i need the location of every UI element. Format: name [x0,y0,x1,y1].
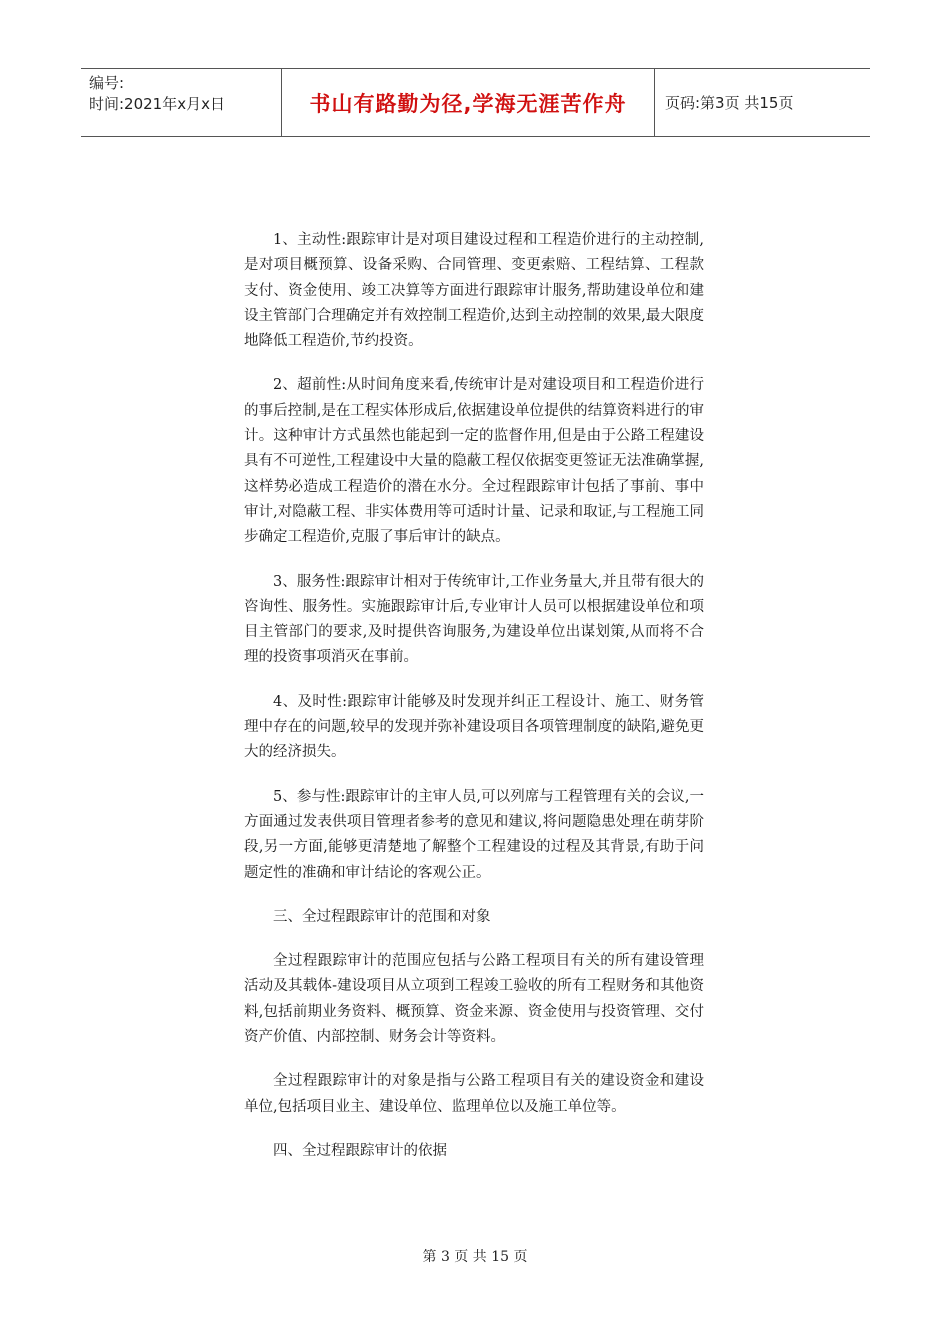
paragraph-scope: 全过程跟踪审计的范围应包括与公路工程项目有关的所有建设管理活动及其载体-建设项目从立项到工程竣工验收的所有工程财务和其他资料,包括前期业务资料、概预算、资金来源、资金使用与投资管理、交付资产价值、内部控制、财务会计等资料。 [244,953,704,1046]
document-number-label: 编号: [89,74,125,92]
paragraph-objects: 全过程跟踪审计的对象是指与公路工程项目有关的建设资金和建设单位,包括项目业主、建设单位、监理单位以及施工单位等。 [244,1073,704,1115]
page-header [81,68,870,137]
paragraph-participation: 5、参与性:跟踪审计的主审人员,可以列席与工程管理有关的会议,一方面通过发表供项目管理者参考的意见和建议,将问题隐患处理在萌芽阶段,另一方面,能够更清楚地了解整个工程建设的过程及其背景,有助于问题定性的准确和审计结论的客观公正。 [244,788,704,881]
page-footer: 第 3 页 共 15 页 [422,1249,528,1265]
paragraph-proactive: 2、超前性:从时间角度来看,传统审计是对建设项目和工程造价进行的事后控制,是在工程实体形成后,依据建设单位提供的结算资料进行的审计。这种审计方式虽然也能起到一定的监督作用,但是由于公路工程建设具有不可逆性,工程建设中大量的隐蔽工程仅依据变更签证无法准确掌握,这样势必造成工程造价的潜在水分。全过程跟踪审计包括了事前、事中审计,对隐蔽工程、非实体费用等可适时计量、记录和取证,与工程施工同步确定工程造价,克服了事后审计的缺点。 [244,377,704,546]
header-motto: 书山有路勤为径,学海无涯苦作舟 [309,91,627,116]
header-page-label: 页码:第3页 共15页 [665,94,794,112]
paragraph-initiative: 1、主动性:跟踪审计是对项目建设过程和工程造价进行的主动控制,是对项目概预算、设备采购、合同管理、变更索赔、工程结算、工程款支付、资金使用、竣工决算等方面进行跟踪审计服务,帮助建设单位和建设主管部门合理确定并有效控制工程造价,达到主动控制的效果,最大限度地降低工程造价,节约投资。 [244,232,704,350]
header-page-cell [655,69,870,136]
paragraph-timeliness: 4、及时性:跟踪审计能够及时发现并纠正工程设计、施工、财务管理中存在的问题,较早的发现并弥补建设项目各项管理制度的缺陷,避免更大的经济损失。 [244,693,704,761]
header-motto-cell [281,69,655,136]
section-heading-basis: 四、全过程跟踪审计的依据 [273,1142,447,1159]
section-heading-scope: 三、全过程跟踪审计的范围和对象 [273,908,491,925]
document-time-label: 时间:2021年x月x日 [89,95,225,113]
document-body [244,228,704,1183]
header-meta [81,69,281,136]
paragraph-service: 3、服务性:跟踪审计相对于传统审计,工作业务量大,并且带有很大的咨询性、服务性。实施跟踪审计后,专业审计人员可以根据建设单位和项目主管部门的要求,及时提供咨询服务,为建设单位出谋划策,从而将不合理的投资事项消灭在事前。 [244,573,704,666]
